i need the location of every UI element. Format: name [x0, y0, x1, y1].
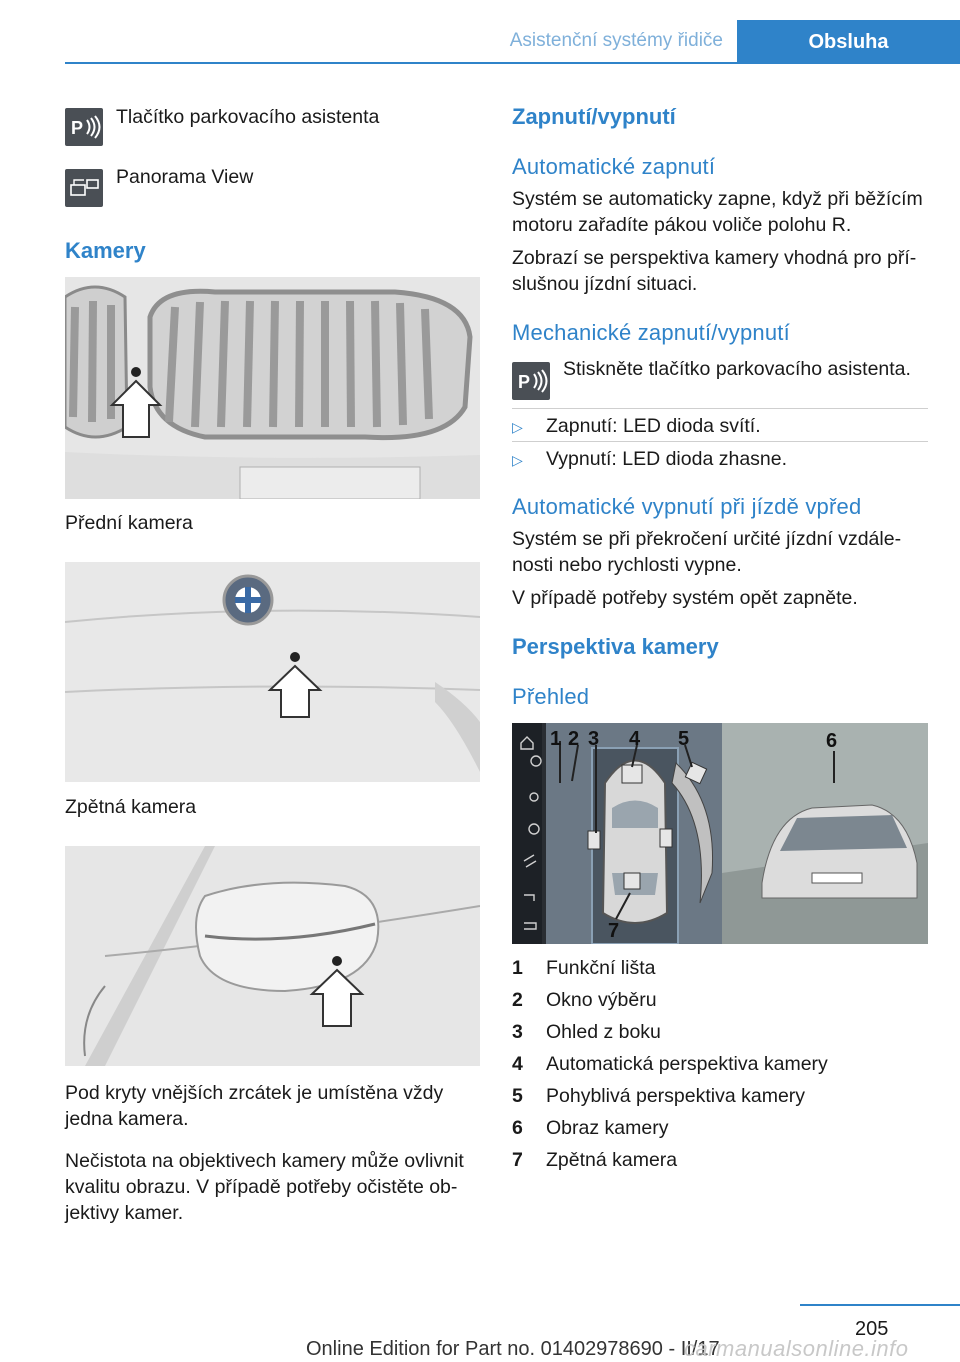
para-mirror-cameras-line2: jedna kamera.	[65, 1108, 189, 1130]
heading-auto-off: Automatické vypnutí při jízdě vpřed	[512, 494, 862, 519]
auto-off-p1-line1: Systém se při překročení určité jízdní vzdále-	[512, 528, 902, 550]
legend-item	[512, 1021, 828, 1053]
legend-number: 5	[512, 1085, 523, 1107]
auto-on-p2-line1: Zobrazí se perspektiva kamery vhodná pro pří-	[512, 247, 917, 269]
legend-number: 7	[512, 1149, 523, 1171]
legend-item	[512, 957, 828, 989]
legend-text: Obraz kamery	[546, 1117, 669, 1139]
page-number: 205	[855, 1318, 889, 1340]
legend-text: Okno výběru	[546, 989, 657, 1011]
panorama-view-icon	[65, 169, 103, 207]
legend-number: 4	[512, 1053, 523, 1075]
diagram-number-7: 7	[608, 920, 620, 942]
diagram-number-4: 4	[629, 728, 641, 750]
legend-text: Automatická perspektiva kamery	[546, 1053, 828, 1075]
auto-on-p1-line1: Systém se automaticky zapne, když při běžícím	[512, 188, 923, 210]
parking-assistant-button-icon	[512, 362, 550, 400]
legend-text: Pohyblivá perspektiva kamery	[546, 1085, 806, 1107]
footer-rule	[800, 1304, 960, 1306]
diagram-number-6: 6	[826, 730, 838, 752]
icon-label-panorama: Panorama View	[116, 166, 254, 188]
heading-auto-on: Automatické zapnutí	[512, 154, 716, 179]
header-rule	[65, 62, 960, 64]
heading-perspective: Perspektiva kamery	[512, 634, 719, 659]
edition-text: Online Edition for Part no. 01402978690 - II/17	[306, 1338, 720, 1360]
diagram-number-3: 3	[588, 728, 600, 750]
diagram-number-2: 2	[568, 728, 580, 750]
legend-number: 3	[512, 1021, 523, 1043]
legend-number: 2	[512, 989, 523, 1011]
bullet-divider-mid	[512, 441, 928, 442]
side-camera-image	[65, 846, 480, 1066]
front-camera-image	[65, 277, 480, 499]
bullet-divider-top	[512, 408, 928, 409]
heading-kamery: Kamery	[65, 238, 146, 263]
legend-list	[512, 957, 828, 1181]
legend-item	[512, 1053, 828, 1085]
auto-on-p1-line2: motoru zařadíte pákou voliče polohu R.	[512, 214, 852, 236]
icon-label-parking: Tlačítko parkovacího asistenta	[116, 106, 380, 128]
heading-manual: Mechanické zapnutí/vypnutí	[512, 320, 790, 345]
legend-item	[512, 1117, 828, 1149]
legend-item	[512, 1149, 828, 1181]
legend-number: 1	[512, 957, 523, 979]
bullet-led-on-text: Zapnutí: LED dioda svítí.	[546, 415, 761, 437]
para-mirror-cameras-line1: Pod kryty vnějších zrcátek je umístěna vždy	[65, 1082, 444, 1104]
section-title: Asistenční systémy řidiče	[509, 30, 723, 51]
auto-off-p1-line2: nosti nebo rychlosti vypne.	[512, 554, 742, 576]
para-cleaning-line1: Nečistota na objektivech kamery může ovlivnit	[65, 1150, 464, 1172]
chapter-tab: Obsluha	[737, 20, 960, 62]
bullet-led-on	[512, 413, 761, 440]
bullet-triangle-icon: ▷	[512, 419, 523, 435]
svg-text:P: P	[518, 372, 531, 392]
parking-assistant-icon	[65, 108, 103, 146]
bullet-led-off	[512, 446, 787, 473]
rear-camera-image	[65, 562, 480, 782]
auto-on-p2-line2: slušnou jízdní situaci.	[512, 273, 698, 295]
watermark: carmanualsonline.info	[684, 1336, 909, 1361]
bullet-led-off-text: Vypnutí: LED dioda zhasne.	[546, 448, 788, 470]
caption-rear-camera: Zpětná kamera	[65, 796, 197, 818]
diagram-number-1: 1	[550, 728, 562, 750]
legend-item	[512, 1085, 828, 1117]
svg-text:P: P	[71, 118, 84, 138]
caption-front-camera: Přední kamera	[65, 512, 193, 534]
auto-off-p2: V případě potřeby systém opět zapněte.	[512, 587, 858, 609]
legend-text: Ohled z boku	[546, 1021, 661, 1043]
diagram-number-5: 5	[678, 728, 690, 750]
legend-number: 6	[512, 1117, 523, 1139]
bullet-triangle-icon: ▷	[512, 452, 523, 468]
heading-overview: Přehled	[512, 684, 590, 709]
para-cleaning-line3: jektivy kamer.	[65, 1202, 184, 1224]
legend-item	[512, 989, 828, 1021]
manual-text: Stiskněte tlačítko parkovacího asistenta.	[563, 358, 911, 380]
legend-text: Zpětná kamera	[546, 1149, 678, 1171]
legend-text: Funkční lišta	[546, 957, 656, 979]
camera-overview-diagram	[512, 723, 928, 944]
heading-on-off: Zapnutí/vypnutí	[512, 104, 676, 129]
para-cleaning-line2: kvalitu obrazu. V případě potřeby očistěte ob-	[65, 1176, 458, 1198]
